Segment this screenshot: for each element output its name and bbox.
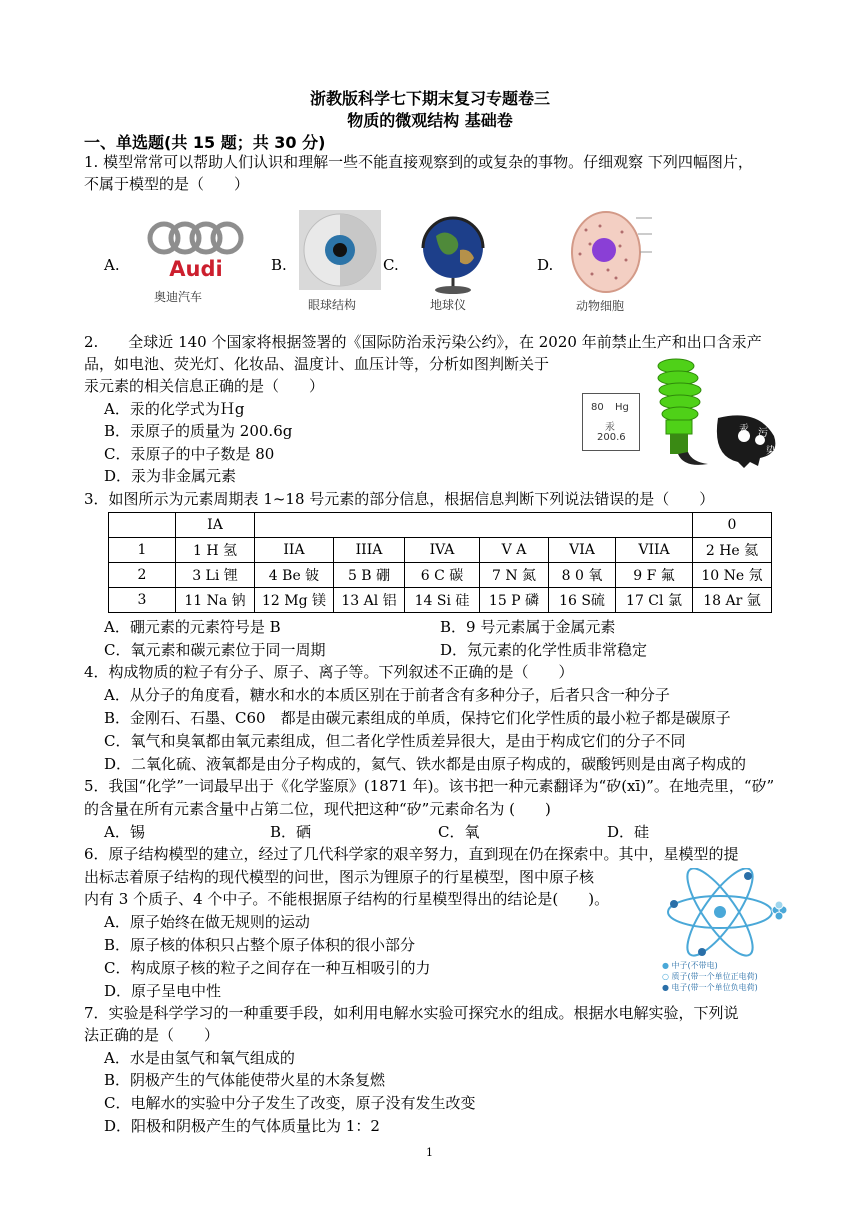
audi-logo-image [138, 214, 258, 308]
legend-electron: ● 电子(带一个单位负电荷) [662, 983, 758, 992]
table-cell: 3 Li 锂 [176, 563, 255, 588]
table-cell: VIA [549, 538, 616, 563]
q5-option-b: B．硒 [270, 823, 312, 841]
q3-option-b: B．9 号元素属于金属元素 [440, 618, 616, 636]
table-cell: 1 H 氢 [176, 538, 255, 563]
table-cell: IA [176, 513, 255, 538]
table-cell: 17 Cl 氯 [616, 588, 693, 613]
atom-legend [662, 960, 758, 993]
section-heading: 一、单选题(共 15 题；共 30 分) [84, 133, 326, 152]
table-cell: 3 [109, 588, 176, 613]
mercury-element-card [582, 393, 640, 451]
table-cell: 0 [693, 513, 772, 538]
table-row [109, 563, 772, 588]
animal-cell-image [560, 208, 660, 316]
table-cell: IIIA [334, 538, 405, 563]
element-number: 80 [591, 402, 604, 413]
q1-option-b-caption: 眼球结构 [307, 298, 357, 312]
legend-neutron: ● 中子(不带电) [662, 961, 718, 970]
table-cell: 10 Ne 氖 [693, 563, 772, 588]
table-cell: 16 S硫 [549, 588, 616, 613]
table-cell: IIA [255, 538, 334, 563]
q4-option-d: D．二氧化硫、液氧都是由分子构成的，氦气、铁水都是由原子构成的，碳酸钙则是由离子构成的 [104, 755, 747, 773]
q4-option-c: C．氧气和臭氧都由氧元素组成，但二者化学性质差异很大，是由于构成它们的分子不同 [104, 732, 686, 750]
table-cell: 18 Ar 氩 [693, 588, 772, 613]
element-symbol: Hg [615, 402, 629, 413]
document-title: 浙教版科学七下期末复习专题卷三 [309, 89, 550, 108]
element-mass: 200.6 [597, 432, 626, 443]
q2-stem-line2: 品，如电池、荧光灯、化妆品、温度计、血压计等，分析如图判断关于 [84, 355, 550, 373]
q6-stem-line2: 出标志着原子结构的现代模型的问世，图示为锂原子的行星模型，图中原子核 [84, 868, 595, 886]
q1-option-c-caption: 地球仪 [429, 298, 467, 312]
eyeball-image [296, 208, 386, 314]
table-header-row [109, 513, 772, 538]
audi-logo-text: Audi [169, 257, 223, 281]
skull-char-2: 污 [758, 428, 768, 439]
skull-char-3: 染 [766, 446, 776, 457]
q2-stem-line1: 2. 全球近 140 个国家将根据签署的《国际防治汞污染公约》，在 2020 年前禁止生产和出口含汞产 [84, 333, 762, 351]
table-cell: 14 Si 硅 [405, 588, 480, 613]
table-cell: 7 N 氮 [480, 563, 549, 588]
document-subtitle: 物质的微观结构 基础卷 [347, 111, 513, 130]
q5-stem-line2: 的含量在所有元素含量中占第二位，现代把这种“矽”元素命名为 ( ) [84, 800, 551, 818]
element-name: 汞 [605, 422, 615, 433]
q2-option-a: A．汞的化学式为Ｈg [104, 400, 245, 418]
q7-option-d: D．阳极和阴极产生的气体质量比为 1：2 [104, 1117, 380, 1135]
q6-option-d: D．原子呈电中性 [104, 982, 222, 1000]
q7-option-b: B．阴极产生的气体能使带火星的木条复燃 [104, 1071, 386, 1089]
q6-option-a: A．原子始终在做无规则的运动 [104, 913, 310, 931]
table-cell: 9 F 氟 [616, 563, 693, 588]
table-row [109, 538, 772, 563]
table-cell: 6 C 碳 [405, 563, 480, 588]
page-number: 1 [426, 1146, 433, 1159]
q6-stem-line1: 6．原子结构模型的建立，经过了几代科学家的艰辛努力，直到现在仍在探索中。其中，星模型的提 [84, 845, 739, 863]
legend-proton: ○ 质子(带一个单位正电荷) [662, 972, 758, 981]
q5-option-a: A．锡 [104, 823, 145, 841]
table-cell: VIIA [616, 538, 693, 563]
q7-option-a: A．水是由氢气和氧气组成的 [104, 1049, 295, 1067]
table-cell: V A [480, 538, 549, 563]
q1-option-b-label: B. [271, 256, 287, 274]
table-cell: 1 [109, 538, 176, 563]
table-cell: 8 0 氧 [549, 563, 616, 588]
q1-option-a-label: A. [104, 256, 120, 274]
table-cell: 15 P 磷 [480, 588, 549, 613]
table-cell: 2 [109, 563, 176, 588]
q2-option-c: C．汞原子的中子数是 80 [104, 445, 275, 463]
q2-option-d: D．汞为非金属元素 [104, 467, 237, 485]
q3-option-c: C．氧元素和碳元素位于同一周期 [104, 641, 326, 659]
q1-stem-line1: 1. 模型常常可以帮助人们认识和理解一些不能直接观察到的或复杂的事物。仔细观察 下列四幅图片， [84, 153, 753, 171]
table-cell [255, 513, 693, 538]
q6-option-c: C．构成原子核的粒子之间存在一种互相吸引的力 [104, 959, 431, 977]
table-cell: IVA [405, 538, 480, 563]
table-cell: 4 Be 铍 [255, 563, 334, 588]
table-cell: 5 B 硼 [334, 563, 405, 588]
periodic-table [108, 512, 772, 613]
lithium-atom-model-image [660, 868, 790, 994]
skull-char-1: 汞 [739, 424, 749, 435]
table-cell: 13 Al 铝 [334, 588, 405, 613]
q5-stem-line1: 5．我国“化学”一词最早出于《化学鉴原》(1871 年)。该书把一种元素翻译为“矽(xī)”。在地壳里，“矽” [84, 777, 775, 795]
q2-option-b: B．汞原子的质量为 200.6g [104, 422, 293, 440]
q7-stem-line1: 7．实验是科学学习的一种重要手段，如利用电解水实验可探究水的组成。根据水电解实验，下列说 [84, 1004, 739, 1022]
q1-stem-line2: 不属于模型的是（ ） [84, 175, 250, 193]
q2-stem-line3: 汞元素的相关信息正确的是（ ） [84, 377, 325, 395]
q7-stem-line2: 法正确的是（ ） [84, 1026, 220, 1044]
q6-stem-line3: 内有 3 个质子、4 个中子。不能根据原子结构的行星模型得出的结论是( )。 [84, 890, 610, 908]
q1-option-d-caption: 动物细胞 [575, 299, 625, 313]
table-cell: 12 Mg 镁 [255, 588, 334, 613]
q3-option-d: D．氖元素的化学性质非常稳定 [440, 641, 648, 659]
q5-option-c: C．氧 [438, 823, 480, 841]
q4-option-b: B．金刚石、石墨、C60 都是由碳元素组成的单质，保持它们化学性质的最小粒子都是碳原子 [104, 709, 731, 727]
q1-option-c-label: C. [383, 256, 399, 274]
globe-image [408, 210, 498, 314]
q3-stem: 3．如图所示为元素周期表 1~18 号元素的部分信息，根据信息判断下列说法错误的是（ ） [84, 490, 715, 508]
mercury-lamp-image [648, 356, 788, 472]
table-cell: 2 He 氦 [693, 538, 772, 563]
q5-option-d: D．硅 [607, 823, 650, 841]
q3-option-a: A．硼元素的元素符号是 B [104, 618, 281, 636]
table-cell [109, 513, 176, 538]
q4-stem: 4．构成物质的粒子有分子、原子、离子等。下列叙述不正确的是（ ） [84, 663, 574, 681]
q4-option-a: A．从分子的角度看，糖水和水的本质区别在于前者含有多种分子，后者只含一种分子 [104, 686, 670, 704]
q6-option-b: B．原子核的体积只占整个原子体积的很小部分 [104, 936, 416, 954]
q7-option-c: C．电解水的实验中分子发生了改变，原子没有发生改变 [104, 1094, 476, 1112]
q1-option-a-caption: 奥迪汽车 [153, 290, 203, 304]
table-cell: 11 Na 钠 [176, 588, 255, 613]
table-row [109, 588, 772, 613]
q1-option-d-label: D. [537, 256, 554, 274]
